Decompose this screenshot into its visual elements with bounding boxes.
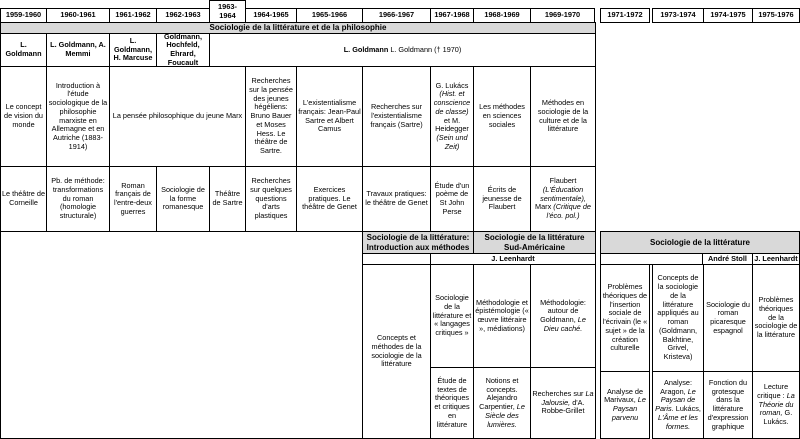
professor-cell: J. Leenhardt xyxy=(430,253,596,265)
text: Recherches sur xyxy=(532,388,584,398)
section-title-line: Introduction aux méthodes xyxy=(366,242,470,252)
course-cell: Méthodologie et épistémologie (« œuvre littéraire », médiations) xyxy=(473,264,531,368)
course-cell: Introduction à l'étude sociologique de la philosophie marxiste en Allemagne et en Autriche (1883-1914) xyxy=(46,66,110,167)
section-sociologie-philosophie: Sociologie de la littérature et de la philosophie xyxy=(0,22,596,34)
year-header: 1967-1968 xyxy=(430,8,474,23)
title-text: (Hist. et conscience de classe) xyxy=(433,89,471,116)
year-header: 1968-1969 xyxy=(473,8,531,23)
course-cell xyxy=(530,166,596,232)
title-text: Le Paysan parvenu xyxy=(611,395,646,422)
course-cell xyxy=(530,367,596,439)
year-header: 1960-1961 xyxy=(46,8,110,23)
course-cell xyxy=(752,371,800,439)
empty-cell xyxy=(0,231,363,439)
course-cell: Recherches sur quelques questions d'arts plastiques xyxy=(245,166,297,232)
text: et M. Heidegger xyxy=(435,115,469,134)
course-cell: Problèmes théoriques de l'insertion sociale de l'écrivain (le « sujet » de la création culturelle xyxy=(600,264,650,372)
course-cell: Étude d'un poème de St John Perse xyxy=(430,166,474,232)
course-cell: Fonction du grotesque dans la littérature d'expression graphique xyxy=(703,371,753,439)
professor-cell: Goldmann, Hochfeld, Ehrard, Foucault xyxy=(156,33,210,67)
text: Lukács, xyxy=(675,404,701,413)
course-cell: Roman français de l'entre-deux guerres xyxy=(109,166,157,232)
section-introduction-methodes xyxy=(362,231,474,254)
text: G. Lukács xyxy=(435,80,469,90)
section-sociologie-litterature: Sociologie de la littérature xyxy=(600,231,800,254)
title-text: La Jalousie, xyxy=(541,388,594,407)
professor-cell: L. Goldmann xyxy=(0,33,47,67)
professor-cell: J. Leenhardt xyxy=(752,253,800,265)
course-cell: Sociologie du roman picaresque espagnol xyxy=(703,264,753,372)
course-cell: Écrits de jeunesse de Flaubert xyxy=(473,166,531,232)
title-text: Le Siècle des lumières. xyxy=(485,402,525,429)
professor-death-note: L. Goldmann († 1970) xyxy=(390,44,462,54)
course-cell: Exercices pratiques. Le théâtre de Genet xyxy=(296,166,363,232)
course-cell: Sociologie de la forme romanesque xyxy=(156,166,210,232)
text: d'A. Robbe-Grillet xyxy=(541,397,585,416)
title-text: Le Paysan de Paris. xyxy=(655,386,696,413)
year-header: 1974-1975 xyxy=(703,8,753,23)
title-text: L'Âme et les formes. xyxy=(658,412,698,431)
section-title-line: Sud-Américaine xyxy=(504,242,565,252)
course-cell: Étude de textes de théoriques et critiques en littérature xyxy=(430,367,474,439)
title-text: Le Dieu caché. xyxy=(543,315,586,333)
course-cell xyxy=(652,371,704,439)
course-cell xyxy=(473,367,531,439)
section-title-line: Sociologie de la littérature xyxy=(484,232,585,242)
text: Marx xyxy=(535,202,552,212)
title-text: (Sein und Zeit) xyxy=(436,133,468,151)
text: Flaubert xyxy=(549,176,577,186)
year-header: 1966-1967 xyxy=(362,8,431,23)
course-cell: Pb. de méthode: transformations du roman (homologie structurale) xyxy=(46,166,110,232)
year-header: 1963-1964 xyxy=(209,0,246,23)
text: Notions et concepts. Alejandro Carpentier, xyxy=(479,375,519,411)
text: G. Lukács. xyxy=(763,408,793,427)
course-cell: Recherches sur l'existentialisme français (Sartre) xyxy=(362,66,431,167)
year-header: 1973-1974 xyxy=(652,8,704,23)
year-header: 1975-1976 xyxy=(752,8,800,23)
title-text: (L'Éducation sentimentale), xyxy=(540,184,586,203)
year-header: 1964-1965 xyxy=(245,8,297,23)
course-cell: Le concept de vision du monde xyxy=(0,66,47,167)
text: Analyse de Marivaux, xyxy=(604,386,644,405)
year-header: 1962-1963 xyxy=(156,8,210,23)
course-cell: Le théâtre de Corneille xyxy=(0,166,47,232)
year-header: 1959-1960 xyxy=(0,8,47,23)
professor-cell: L. Goldmann, H. Marcuse xyxy=(109,33,157,67)
year-header: 1971-1972 xyxy=(600,8,650,23)
year-header: 1965-1966 xyxy=(296,8,363,23)
professor-cell xyxy=(209,33,596,67)
course-cell: Travaux pratiques: le théâtre de Genet xyxy=(362,166,431,232)
course-cell: Concepts de la sociologie de la littérature appliqués au roman (Goldmann, Bakhtine, Grivel, Kristeva) xyxy=(652,264,704,372)
section-sud-americaine xyxy=(473,231,596,254)
professor-name: L. Goldmann xyxy=(343,44,389,54)
course-cell: Concepts et méthodes de la sociologie de la littérature xyxy=(362,264,431,439)
course-cell: Recherches sur la pensée des jeunes hégéliens: Bruno Bauer et Moses Hess. Le théâtre de Sartre. xyxy=(245,66,297,167)
professor-cell: L. Goldmann, A. Memmi xyxy=(46,33,110,67)
course-cell: Théâtre de Sartre xyxy=(209,166,246,232)
course-cell: Sociologie de la littérature et « langages critiques » xyxy=(430,264,474,368)
title-text: La Théorie du roman, xyxy=(758,390,795,418)
course-cell xyxy=(530,264,596,368)
course-cell: La pensée philosophique du jeune Marx xyxy=(109,66,246,167)
year-header: 1961-1962 xyxy=(109,8,157,23)
section-title-line: Sociologie de la littérature: xyxy=(366,232,470,242)
professor-cell: André Stoll xyxy=(702,253,753,265)
course-cell: Problèmes théoriques de la sociologie de la littérature xyxy=(752,264,800,372)
course-cell: Les méthodes en sciences sociales xyxy=(473,66,531,167)
text: Lecture critique : xyxy=(757,382,789,400)
year-header: 1969-1970 xyxy=(530,8,595,23)
course-cell xyxy=(600,371,650,439)
course-cell: L'existentialisme français: Jean-Paul Sartre et Albert Camus xyxy=(296,66,363,167)
text: Méthodologie: autour de Goldmann, xyxy=(540,297,586,324)
title-text: (Critique de l'éco. pol.) xyxy=(546,202,591,221)
course-cell xyxy=(430,66,474,167)
text: Analyse: Aragon, xyxy=(660,377,692,396)
course-cell: Méthodes en sociologie de la culture et de la littérature xyxy=(530,66,596,167)
